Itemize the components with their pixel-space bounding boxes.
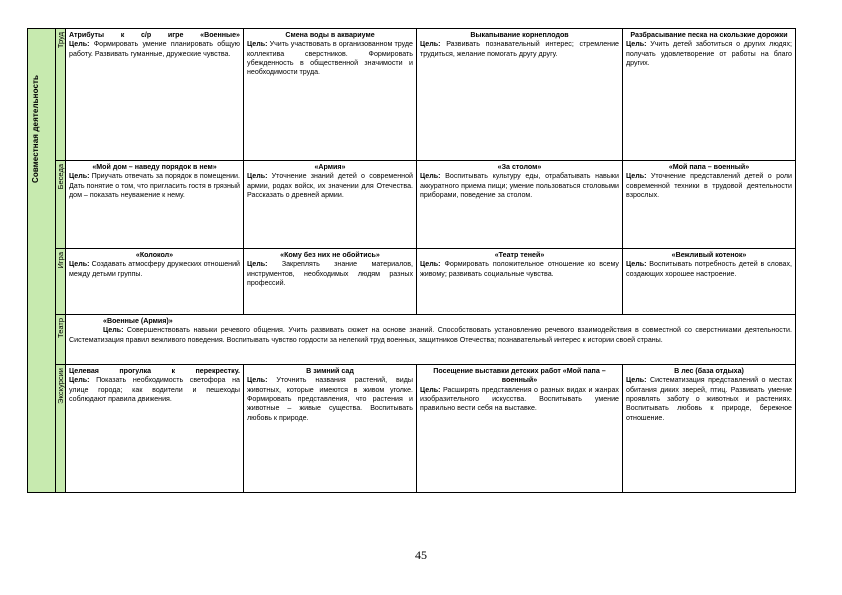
cell-title: «Армия» — [314, 163, 346, 171]
table-row-game — [28, 249, 796, 315]
cell-title: «Вежливый котенок» — [671, 251, 747, 259]
cell-title: Выкапывание корнеплодов — [470, 31, 569, 39]
cell-body — [420, 386, 619, 414]
cell-body — [420, 40, 619, 59]
goal-label: Цель: — [247, 40, 268, 49]
goal-text: Совершенствовать навыки речевого общения. Учить развивать сюжет на основе знаний. Способствовать установлению речевого взаимодействия в совместной со сверстниками деятельности. Систематизация правил вежливого поведения. Воспитывать чувство гордости за нелегкий труд военных, защитников Отечества; познавательный интерес к истории своей страны. — [69, 326, 792, 344]
row-label: Игра — [56, 252, 65, 269]
cell-body — [69, 326, 792, 345]
goal-text: Уточнить названия растений, виды животных, которые имеются в живом уголке. Формировать представления, что растения и животные – живые существа. Воспитывать любовь к природе. — [247, 376, 413, 422]
cell-title: «Театр теней» — [494, 251, 545, 259]
goal-text: Уточнение знаний детей о современной армии, родах войск, их значении для Отечества. Рассказать о древней армии. — [247, 172, 413, 200]
row-label: Беседа — [56, 164, 65, 190]
cell-title: Разбрасывание песка на скользкие дорожки — [630, 31, 788, 39]
activity-plan-table — [27, 28, 796, 493]
goal-text: Воспитывать потребность детей в словах, создающих хорошее настроение. — [626, 260, 792, 278]
table-cell-wide — [66, 315, 796, 365]
goal-label: Цель: — [626, 40, 647, 49]
cell-title: Смена воды в аквариуме — [285, 31, 375, 39]
section-label-cell — [28, 29, 56, 493]
cell-title: Целевая прогулка к перекрестку. — [69, 367, 240, 375]
goal-label: Цель: — [69, 260, 90, 269]
cell-body — [69, 172, 240, 200]
goal-label: Цель: — [69, 40, 90, 49]
goal-label: Цель: — [247, 376, 268, 385]
goal-text: Развивать познавательный интерес; стремление трудиться, желание помогать другу другу. — [420, 40, 619, 58]
section-label: Совместная деятельность — [31, 74, 40, 183]
cell-body — [247, 376, 413, 423]
table-cell — [623, 29, 796, 161]
row-label-cell — [56, 161, 66, 249]
cell-title: В лес (база отдыха) — [674, 367, 744, 375]
goal-text: Показать необходимость светофора на улице города; как водители и пешеходы соблюдают правила движения. — [69, 376, 240, 404]
cell-body — [626, 260, 792, 279]
goal-text: Формировать умение планировать общую работу. Развивать гуманные, дружеские чувства. — [69, 40, 240, 58]
cell-body — [247, 172, 413, 200]
table-cell — [66, 29, 244, 161]
goal-label: Цель: — [626, 376, 647, 385]
goal-label: Цель: — [420, 385, 441, 394]
row-label: Труд — [56, 32, 65, 49]
cell-body — [247, 260, 413, 288]
cell-body — [69, 376, 240, 404]
cell-body — [420, 260, 619, 279]
cell-title: «Колокол» — [135, 251, 174, 259]
row-label-cell — [56, 29, 66, 161]
table-cell — [244, 161, 417, 249]
cell-title: «Военные (Армия)» — [103, 317, 173, 325]
cell-body — [420, 172, 619, 200]
cell-body — [626, 376, 792, 423]
goal-text: Создавать атмосферу дружеских отношений между детьми группы. — [69, 260, 240, 278]
goal-text: Систематизация представлений о местах обитания диких зверей, птиц. Развивать умение проявлять заботу о животных и растениях. Воспитывать любовь к природе, бережное отношение. — [626, 376, 792, 422]
cell-title: «Мой папа – военный» — [668, 163, 750, 171]
table-cell — [244, 29, 417, 161]
cell-body — [247, 40, 413, 77]
table-row-theatre — [28, 315, 796, 365]
table-cell — [244, 249, 417, 315]
goal-label: Цель: — [420, 40, 441, 49]
row-label-cell — [56, 365, 66, 493]
goal-text: Воспитывать культуру еды, отрабатывать навыки аккуратного приема пищи; умение пользоваться столовыми приборами, поведение за столом. — [420, 172, 619, 200]
cell-title: «Кому без них не обойтись» — [280, 251, 380, 259]
goal-label: Цель: — [420, 172, 441, 181]
table-cell — [66, 161, 244, 249]
goal-label: Цель: — [103, 326, 124, 335]
goal-label: Цель: — [69, 376, 90, 385]
table-cell — [417, 29, 623, 161]
cell-body — [69, 260, 240, 279]
cell-body — [69, 40, 240, 59]
row-label: Экскурсии — [56, 368, 65, 404]
cell-body — [626, 172, 792, 200]
table-row-excursions — [28, 365, 796, 493]
goal-label: Цель: — [626, 260, 647, 269]
table-cell — [623, 365, 796, 493]
table-cell — [623, 249, 796, 315]
table-cell — [417, 161, 623, 249]
goal-label: Цель: — [69, 172, 90, 181]
goal-text: Учить участвовать в организованном труде коллектива сверстников. Формировать убежденность в общественной значимости и необходимости труда. — [247, 40, 413, 77]
table-cell — [623, 161, 796, 249]
cell-title: «За столом» — [497, 163, 542, 171]
table-row-conversation — [28, 161, 796, 249]
goal-label: Цель: — [247, 172, 268, 181]
page-number: 45 — [415, 548, 427, 562]
cell-title: Посещение выставки детских работ «Мой папа – военный» — [433, 367, 606, 385]
goal-label: Цель: — [626, 172, 647, 181]
goal-text: Закреплять знание материалов, инструментов, необходимых людям разных профессий. — [247, 260, 413, 288]
goal-label: Цель: — [247, 260, 268, 269]
goal-label: Цель: — [420, 260, 441, 269]
goal-text: Расширять представления о разных видах и жанрах изобразительного искусства. Воспитывать умение правильно вести себя на выставке. — [420, 385, 619, 413]
row-label-cell — [56, 315, 66, 365]
table-cell — [66, 365, 244, 493]
row-label-cell — [56, 249, 66, 315]
cell-title: В зимний сад — [306, 367, 354, 375]
cell-title: «Мой дом – наведу порядок в нем» — [92, 163, 217, 171]
table-cell — [66, 249, 244, 315]
goal-text: Формировать положительное отношение ко всему живому; развивать социальные чувства. — [420, 260, 619, 278]
table-row-labor — [28, 29, 796, 161]
table-cell — [417, 365, 623, 493]
table-cell — [417, 249, 623, 315]
cell-title: Атрибуты к с/р игре «Военные» — [69, 31, 240, 39]
cell-body — [626, 40, 792, 68]
goal-text: Учить детей заботиться о других людях; получать удовлетворение от работы на благо других. — [626, 40, 792, 68]
goal-text: Уточнение представлений детей о роли современной техники в трудовой деятельности взрослых. — [626, 172, 792, 200]
goal-text: Приучать отвечать за порядок в помещении. Дать понятие о том, что пригласить гостя в грязный дом – показать неуважение к нему. — [69, 172, 240, 200]
table-cell — [244, 365, 417, 493]
row-label: Театр — [56, 318, 65, 338]
